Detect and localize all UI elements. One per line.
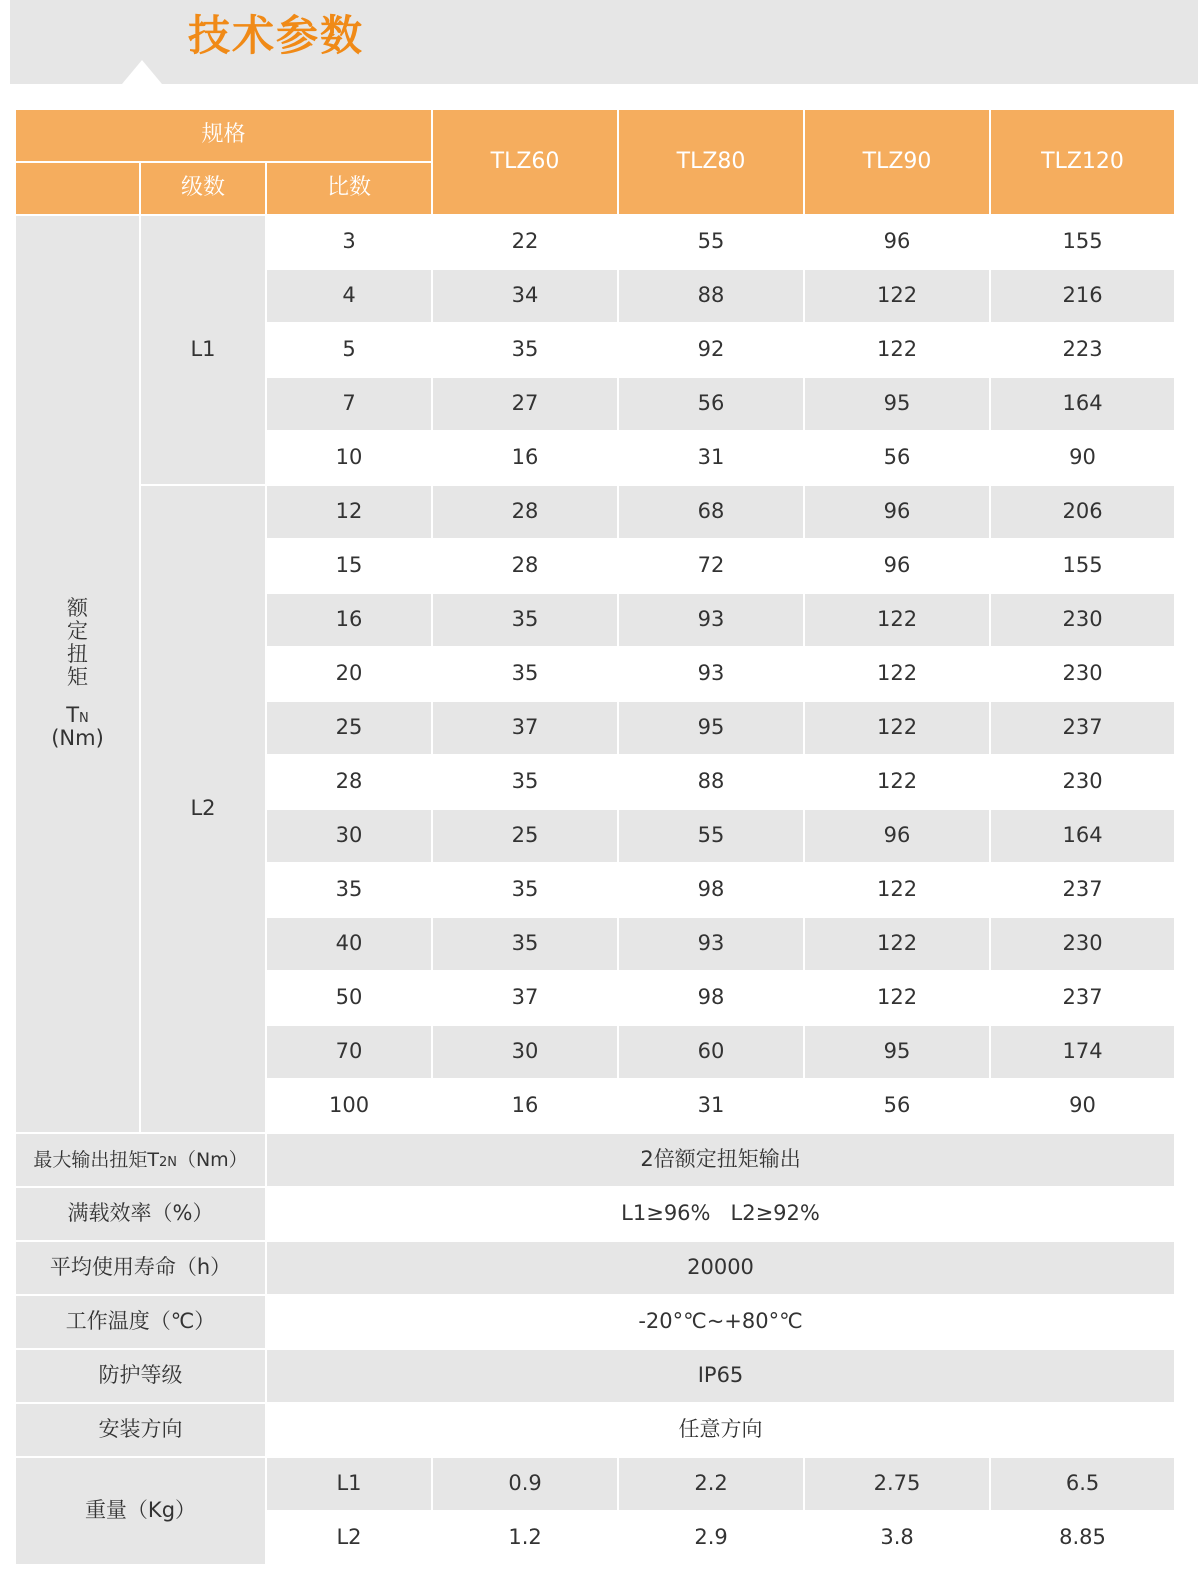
rated-torque-symbol xyxy=(51,704,104,727)
torque-value-cell: 35 xyxy=(432,863,618,917)
ratio-cell: 20 xyxy=(266,647,432,701)
table-row xyxy=(15,485,1175,539)
ratio-cell: 40 xyxy=(266,917,432,971)
ratio-cell: 5 xyxy=(266,323,432,377)
spec-header: 规格 xyxy=(15,109,432,162)
param-label: 工作温度（℃） xyxy=(15,1295,266,1349)
torque-value-cell: 55 xyxy=(618,215,804,269)
stage-header: 级数 xyxy=(140,162,266,215)
torque-value-cell: 155 xyxy=(990,539,1175,593)
weight-stage-cell: L2 xyxy=(266,1511,432,1565)
header-blank-cell xyxy=(15,162,140,215)
torque-value-cell: 122 xyxy=(804,593,990,647)
max-output-torque-label xyxy=(15,1133,266,1187)
torque-value-cell: 34 xyxy=(432,269,618,323)
torque-value-cell: 230 xyxy=(990,593,1175,647)
torque-value-cell: 35 xyxy=(432,917,618,971)
rated-torque-char: 定 xyxy=(67,619,88,644)
torque-value-cell: 16 xyxy=(432,1079,618,1133)
torque-value-cell: 164 xyxy=(990,809,1175,863)
torque-value-cell: 122 xyxy=(804,863,990,917)
torque-value-cell: 25 xyxy=(432,809,618,863)
torque-value-cell: 35 xyxy=(432,647,618,701)
param-row xyxy=(15,1241,1175,1295)
param-row xyxy=(15,1403,1175,1457)
torque-value-cell: 206 xyxy=(990,485,1175,539)
param-value: L1≥96% L2≥92% xyxy=(266,1187,1175,1241)
torque-value-cell: 68 xyxy=(618,485,804,539)
rated-torque-symbol-sub: N xyxy=(79,710,89,726)
rated-torque-char: 矩 xyxy=(67,665,88,690)
spec-table-wrapper xyxy=(14,108,1174,1566)
torque-value-cell: 122 xyxy=(804,323,990,377)
weight-stage-cell: L1 xyxy=(266,1457,432,1511)
weight-row xyxy=(15,1457,1175,1511)
param-value: 任意方向 xyxy=(266,1403,1175,1457)
section-banner xyxy=(10,0,1198,84)
torque-value-cell: 35 xyxy=(432,323,618,377)
weight-value-cell: 0.9 xyxy=(432,1457,618,1511)
rated-torque-char: 扭 xyxy=(67,642,88,667)
torque-value-cell: 230 xyxy=(990,755,1175,809)
ratio-cell: 3 xyxy=(266,215,432,269)
torque-value-cell: 56 xyxy=(618,377,804,431)
torque-value-cell: 27 xyxy=(432,377,618,431)
torque-value-cell: 122 xyxy=(804,971,990,1025)
ratio-cell: 28 xyxy=(266,755,432,809)
weight-value-cell: 2.75 xyxy=(804,1457,990,1511)
torque-value-cell: 174 xyxy=(990,1025,1175,1079)
torque-value-cell: 37 xyxy=(432,971,618,1025)
torque-value-cell: 93 xyxy=(618,917,804,971)
ratio-cell: 12 xyxy=(266,485,432,539)
ratio-cell: 25 xyxy=(266,701,432,755)
torque-value-cell: 96 xyxy=(804,539,990,593)
max-output-torque-value: 2倍额定扭矩输出 xyxy=(266,1133,1175,1187)
torque-value-cell: 230 xyxy=(990,647,1175,701)
ratio-cell: 7 xyxy=(266,377,432,431)
ratio-cell: 16 xyxy=(266,593,432,647)
weight-value-cell: 1.2 xyxy=(432,1511,618,1565)
torque-value-cell: 31 xyxy=(618,1079,804,1133)
torque-value-cell: 95 xyxy=(804,1025,990,1079)
rated-torque-text xyxy=(51,597,104,750)
torque-value-cell: 35 xyxy=(432,593,618,647)
model-header: TLZ90 xyxy=(804,109,990,215)
param-label: 安装方向 xyxy=(15,1403,266,1457)
spec-table xyxy=(14,108,1176,1566)
param-label: 防护等级 xyxy=(15,1349,266,1403)
torque-value-cell: 164 xyxy=(990,377,1175,431)
max-output-torque-label-post: （Nm） xyxy=(176,1148,248,1171)
torque-value-cell: 237 xyxy=(990,701,1175,755)
torque-value-cell: 90 xyxy=(990,1079,1175,1133)
rated-torque-char: 额 xyxy=(67,596,88,621)
rated-torque-symbol-main: T xyxy=(66,702,80,727)
model-header: TLZ120 xyxy=(990,109,1175,215)
torque-value-cell: 93 xyxy=(618,593,804,647)
torque-value-cell: 16 xyxy=(432,431,618,485)
torque-value-cell: 30 xyxy=(432,1025,618,1079)
param-value: -20°℃~+80°℃ xyxy=(266,1295,1175,1349)
torque-value-cell: 60 xyxy=(618,1025,804,1079)
torque-value-cell: 98 xyxy=(618,863,804,917)
weight-value-cell: 6.5 xyxy=(990,1457,1175,1511)
param-row xyxy=(15,1349,1175,1403)
torque-value-cell: 96 xyxy=(804,215,990,269)
max-output-torque-label-sub: 2N xyxy=(158,1154,177,1170)
ratio-cell: 50 xyxy=(266,971,432,1025)
torque-value-cell: 56 xyxy=(804,1079,990,1133)
ratio-header: 比数 xyxy=(266,162,432,215)
torque-value-cell: 122 xyxy=(804,647,990,701)
torque-value-cell: 122 xyxy=(804,269,990,323)
ratio-cell: 4 xyxy=(266,269,432,323)
torque-value-cell: 22 xyxy=(432,215,618,269)
torque-value-cell: 216 xyxy=(990,269,1175,323)
stage-label: L2 xyxy=(140,485,266,1133)
model-header: TLZ60 xyxy=(432,109,618,215)
torque-value-cell: 95 xyxy=(618,701,804,755)
torque-value-cell: 37 xyxy=(432,701,618,755)
param-value: IP65 xyxy=(266,1349,1175,1403)
weight-value-cell: 2.2 xyxy=(618,1457,804,1511)
header-row xyxy=(15,109,1175,162)
banner-notch xyxy=(122,60,162,84)
torque-value-cell: 237 xyxy=(990,971,1175,1025)
torque-value-cell: 88 xyxy=(618,755,804,809)
weight-value-cell: 3.8 xyxy=(804,1511,990,1565)
ratio-cell: 70 xyxy=(266,1025,432,1079)
torque-value-cell: 96 xyxy=(804,485,990,539)
torque-value-cell: 98 xyxy=(618,971,804,1025)
torque-value-cell: 56 xyxy=(804,431,990,485)
rated-torque-label xyxy=(15,215,140,1133)
ratio-cell: 15 xyxy=(266,539,432,593)
torque-value-cell: 93 xyxy=(618,647,804,701)
torque-value-cell: 88 xyxy=(618,269,804,323)
param-label: 满载效率（%） xyxy=(15,1187,266,1241)
section-title: 技术参数 xyxy=(188,11,365,60)
torque-value-cell: 230 xyxy=(990,917,1175,971)
torque-value-cell: 92 xyxy=(618,323,804,377)
stage-label: L1 xyxy=(140,215,266,485)
ratio-cell: 10 xyxy=(266,431,432,485)
weight-value-cell: 2.9 xyxy=(618,1511,804,1565)
torque-value-cell: 35 xyxy=(432,755,618,809)
weight-label: 重量（Kg） xyxy=(15,1457,266,1565)
spec-table-body xyxy=(15,109,1175,1565)
table-row xyxy=(15,1133,1175,1187)
param-row xyxy=(15,1295,1175,1349)
table-row xyxy=(15,215,1175,269)
torque-value-cell: 31 xyxy=(618,431,804,485)
torque-value-cell: 155 xyxy=(990,215,1175,269)
param-value: 20000 xyxy=(266,1241,1175,1295)
ratio-cell: 100 xyxy=(266,1079,432,1133)
torque-value-cell: 96 xyxy=(804,809,990,863)
model-header: TLZ80 xyxy=(618,109,804,215)
ratio-cell: 35 xyxy=(266,863,432,917)
torque-value-cell: 28 xyxy=(432,539,618,593)
torque-value-cell: 122 xyxy=(804,755,990,809)
param-row xyxy=(15,1187,1175,1241)
param-label: 平均使用寿命（h） xyxy=(15,1241,266,1295)
rated-torque-unit: (Nm) xyxy=(51,725,104,750)
torque-value-cell: 122 xyxy=(804,701,990,755)
torque-value-cell: 55 xyxy=(618,809,804,863)
ratio-cell: 30 xyxy=(266,809,432,863)
max-output-torque-label-pre: 最大输出扭矩T xyxy=(33,1148,159,1171)
torque-value-cell: 72 xyxy=(618,539,804,593)
torque-value-cell: 90 xyxy=(990,431,1175,485)
torque-value-cell: 223 xyxy=(990,323,1175,377)
torque-value-cell: 122 xyxy=(804,917,990,971)
torque-value-cell: 28 xyxy=(432,485,618,539)
weight-value-cell: 8.85 xyxy=(990,1511,1175,1565)
torque-value-cell: 95 xyxy=(804,377,990,431)
torque-value-cell: 237 xyxy=(990,863,1175,917)
